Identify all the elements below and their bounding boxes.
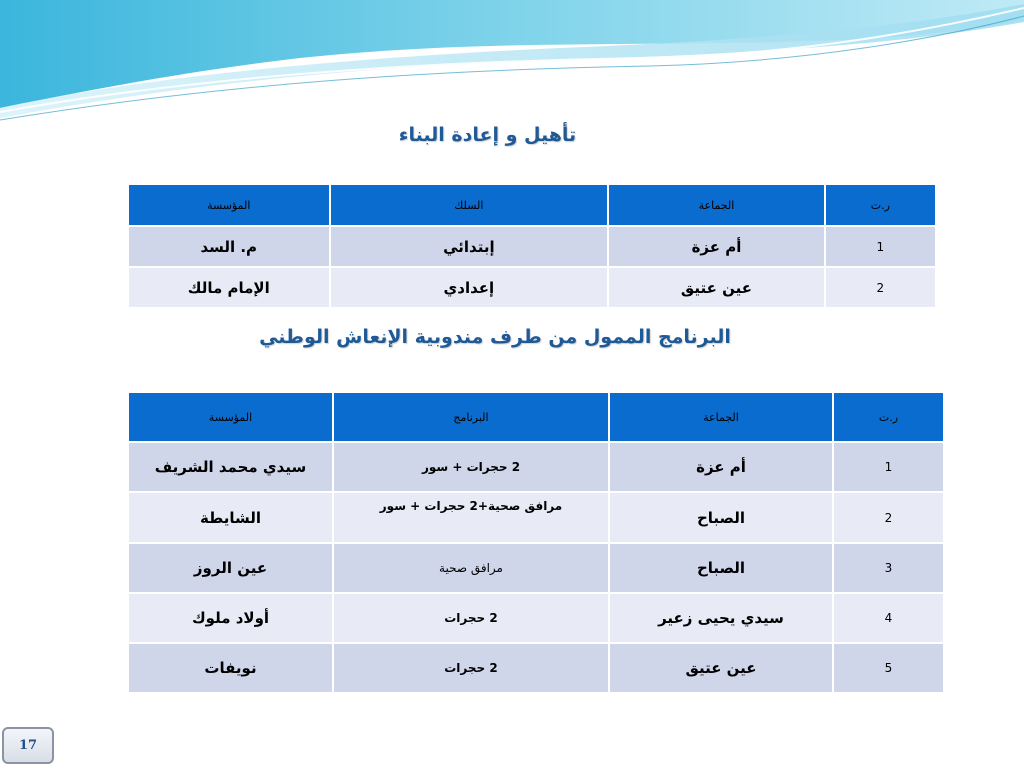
level-cell: إبتدائي [330, 226, 609, 267]
program-cell: مرافق صحية [333, 543, 609, 593]
table-header-row [128, 184, 936, 226]
row-number: 5 [833, 643, 944, 693]
table-row [128, 442, 944, 492]
commune-cell: عين عتيق [608, 267, 825, 308]
rehabilitation-table [127, 183, 937, 309]
row-number: 4 [833, 593, 944, 643]
institution-cell: م. السد [128, 226, 330, 267]
commune-cell: أم عزة [609, 442, 833, 492]
institution-cell: الإمام مالك [128, 267, 330, 308]
section-title-national-promotion-program: البرنامج الممول من طرف مندوبية الإنعاش الوطني [259, 326, 731, 348]
level-cell: إعدادي [330, 267, 609, 308]
column-header-program: البرنامج [333, 392, 609, 442]
column-header-number: ر.ت [833, 392, 944, 442]
column-header-level: السلك [330, 184, 609, 226]
institution-cell: نويفات [128, 643, 333, 693]
program-cell: مرافق صحية+2 حجرات + سور [333, 492, 609, 543]
program-cell: 2 حجرات [333, 593, 609, 643]
row-number: 3 [833, 543, 944, 593]
table-row [128, 593, 944, 643]
program-cell: 2 حجرات [333, 643, 609, 693]
commune-cell: الصباح [609, 543, 833, 593]
commune-cell: الصباح [609, 492, 833, 543]
commune-cell: أم عزة [608, 226, 825, 267]
slide-number-badge [2, 727, 54, 764]
institution-cell: سيدي محمد الشريف [128, 442, 333, 492]
commune-cell: عين عتيق [609, 643, 833, 693]
table-row [128, 492, 944, 543]
row-number: 1 [833, 442, 944, 492]
column-header-institution: المؤسسة [128, 184, 330, 226]
header-wave-decoration [0, 0, 1024, 130]
row-number: 2 [825, 267, 936, 308]
national-promotion-program-table [127, 391, 945, 694]
table-row [128, 226, 936, 267]
row-number: 2 [833, 492, 944, 543]
column-header-commune: الجماعة [609, 392, 833, 442]
column-header-institution: المؤسسة [128, 392, 333, 442]
table-header-row [128, 392, 944, 442]
table-row [128, 543, 944, 593]
column-header-commune: الجماعة [608, 184, 825, 226]
commune-cell: سيدي يحيى زعير [609, 593, 833, 643]
row-number: 1 [825, 226, 936, 267]
institution-cell: الشايطة [128, 492, 333, 543]
institution-cell: أولاد ملوك [128, 593, 333, 643]
slide-number: 17 [18, 738, 38, 753]
section-title-rehabilitation: تأهيل و إعادة البناء [398, 124, 577, 146]
institution-cell: عين الروز [128, 543, 333, 593]
table-row [128, 267, 936, 308]
column-header-number: ر.ت [825, 184, 936, 226]
table-row [128, 643, 944, 693]
program-cell: 2 حجرات + سور [333, 442, 609, 492]
